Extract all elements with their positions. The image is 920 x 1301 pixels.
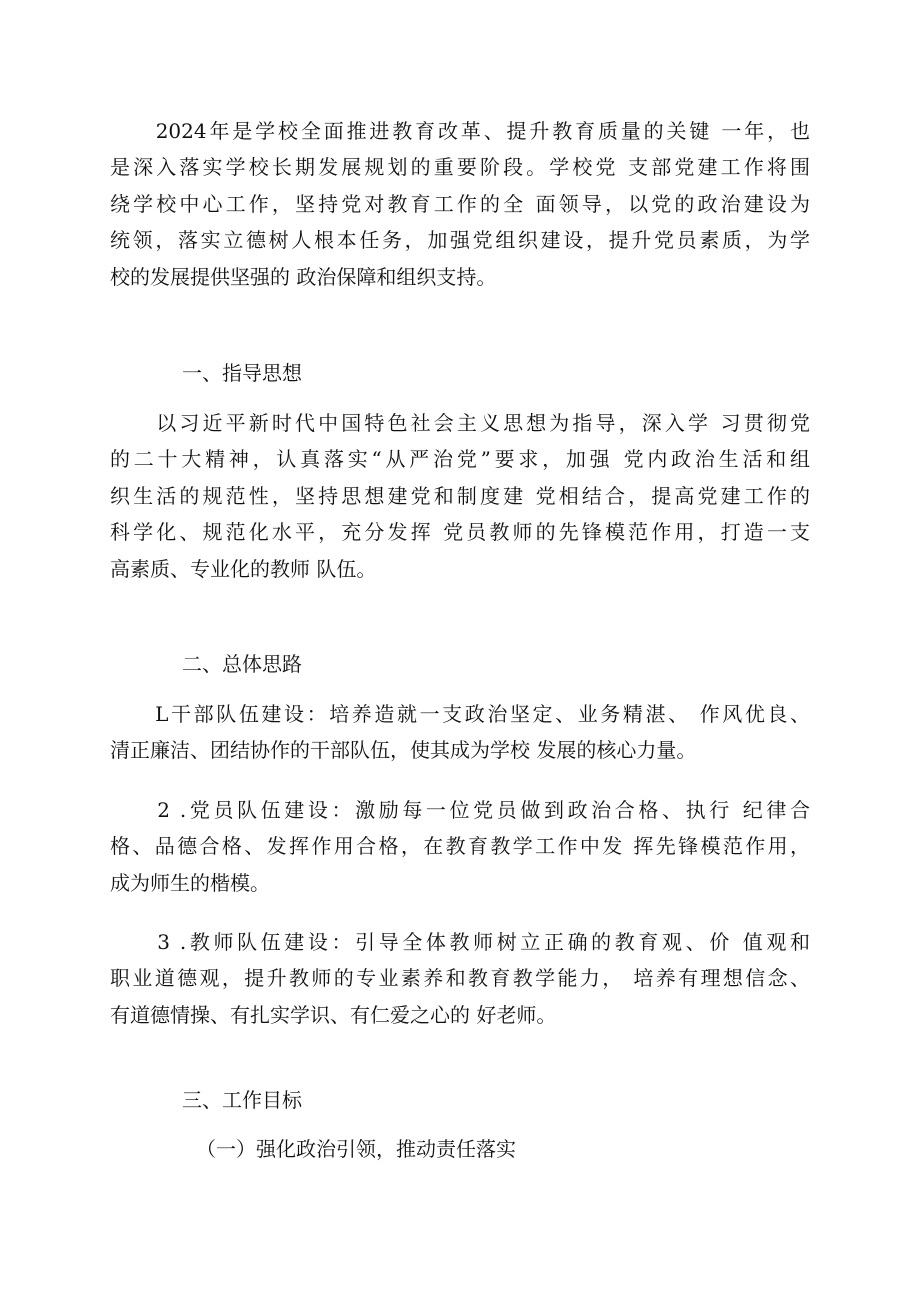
text-line: 是深入落实学校长期发展规划的重要阶段。学校党 支部党建工作将围 (110, 155, 810, 180)
text-line: 职业道德观，提升教师的专业素养和教育教学能力， 培养有理想信念、 (110, 966, 810, 991)
intro-paragraph (110, 113, 810, 295)
text-line: 高素质、专业化的教师 队伍。 (110, 556, 377, 581)
item-party-member-team (110, 792, 810, 901)
item-cadre-team (110, 696, 810, 769)
text-line: 以习近平新时代中国特色社会主义思想为指导，深入学 习贯彻党 (110, 411, 810, 435)
text-line: 格、品德合格、发挥作用合格，在教育教学工作中发 挥先锋模范作用， (110, 834, 810, 859)
text-line: 2024年是学校全面推进教育改革、提升教育质量的关键 一年，也 (110, 119, 810, 143)
text-line: 织生活的规范性，坚持思想建党和制度建 党相结合，提高党建工作的 (110, 483, 810, 508)
heading-overall-approach: 二、总体思路 (182, 652, 302, 676)
text-line: 清正廉洁、团结协作的干部队伍，使其成为学校 发展的核心力量。 (110, 738, 697, 763)
guiding-paragraph (110, 405, 810, 587)
text-line: 校的发展提供坚强的 政治保障和组织支持。 (110, 264, 497, 289)
heading-guiding-ideology: 一、指导思想 (182, 361, 302, 385)
text-line: 科学化、规范化水平，充分发挥 党员教师的先锋模范作用，打造一支 (110, 520, 810, 545)
text-line: L干部队伍建设：培养造就一支政治坚定、业务精湛、 作风优良、 (110, 702, 810, 726)
text-line: 2 .党员队伍建设：激励每一位党员做到政治合格、执行 纪律合 (110, 798, 810, 822)
text-line: 有道德情操、有扎实学识、有仁爱之心的 好老师。 (110, 1002, 557, 1027)
text-line: 绕学校中心工作，坚持党对教育工作的全 面领导，以党的政治建设为 (110, 191, 810, 216)
item-teacher-team (110, 924, 810, 1033)
text-line: 3 .教师队伍建设：引导全体教师树立正确的教育观、价 值观和 (110, 930, 810, 954)
text-line: 成为师生的楷模。 (110, 870, 270, 895)
text-line: 统领，落实立德树人根本任务，加强党组织建设，提升党员素质，为学 (110, 228, 810, 253)
heading-work-goals: 三、工作目标 (182, 1088, 302, 1112)
subheading-political-leadership: （一）强化政治引领，推动责任落实 (196, 1137, 516, 1161)
text-line: 的二十大精神，认真落实“从严治党”要求，加强 党内政治生活和组 (110, 447, 810, 472)
